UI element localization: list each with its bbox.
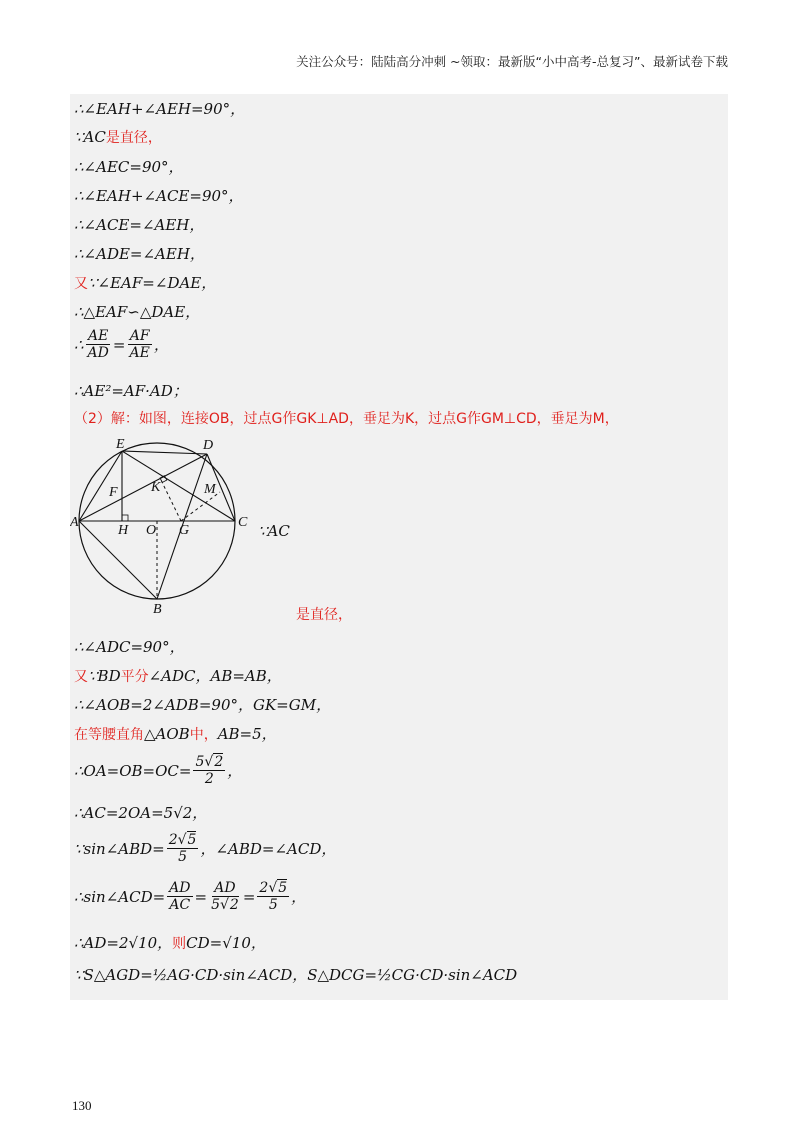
proof-line-14: ∴∠ADC=90°，: [74, 638, 185, 656]
proof-line-17: [74, 723, 277, 744]
proof-line-12: ∵AC: [258, 522, 290, 540]
fraction-2root5-over-5: $\frac{2√5}{5}$: [168, 832, 197, 866]
proof-line-5: ∴∠ACE=∠AEH，: [74, 216, 205, 234]
fraction-ad-over-5root2: $\frac{AD}{5√2}$: [211, 880, 239, 914]
label-c: C: [238, 515, 248, 530]
proof-line-17-zhong: 中，: [189, 726, 218, 743]
fraction-2root5-over-5-b: $\frac{2√5}{5}$: [259, 880, 288, 914]
proof-line-15-bd: ∵BD: [88, 666, 121, 685]
proof-line-21: ∴sin∠ACD= $\frac{AD}{AC}$ = $\frac{AD}{5√2}$ = $\frac{2√5}{5}$ ，: [74, 880, 307, 914]
proof-line-1: ∴∠EAH+∠AEH=90°，: [74, 100, 246, 118]
circle-geometry-figure: [70, 436, 260, 616]
proof-line-15-you: 又: [74, 668, 88, 685]
proof-line-19: ∴AC=2OA=5√2，: [74, 804, 208, 822]
proof-line-22-ze: 则: [172, 935, 187, 952]
label-g: G: [179, 523, 190, 538]
proof-line-2: [74, 127, 162, 147]
part-2-heading: （2）解：如图，连接OB，过点G作GK⊥AD，垂足为K，过点G作GM⊥CD，垂足为M，: [74, 411, 619, 427]
fraction-ad-over-ac: $\frac{AD}{AC}$: [169, 880, 191, 914]
label-k: K: [151, 480, 161, 495]
proof-line-7-math: ∵∠EAF=∠DAE，: [88, 274, 217, 292]
label-h: H: [118, 523, 129, 538]
proof-line-7: [74, 272, 216, 293]
segment-gk: [160, 478, 181, 521]
proof-line-15-bisect: 平分: [120, 668, 149, 685]
proof-line-23: ∵S△AGD=½AG·CD·sin∠ACD，S△DCG=½CG·CD·sin∠ACD: [74, 966, 518, 984]
fraction-ae-ad: $\frac{AE}{AD}$: [87, 328, 109, 362]
solution-panel: [70, 94, 728, 1000]
proof-line-16: ∴∠AOB=2∠ADB=90°，GK=GM，: [74, 696, 332, 714]
label-a: A: [70, 515, 79, 530]
proof-line-2-math: ∵AC: [74, 128, 106, 146]
proof-line-7-you: 又: [74, 275, 88, 292]
proof-line-22: [74, 932, 266, 953]
label-m: M: [204, 482, 216, 497]
fraction-5root2-over-2: $\frac{5√2}{2}$: [195, 754, 224, 788]
proof-line-4: ∴∠EAH+∠ACE=90°，: [74, 187, 244, 205]
label-d: D: [203, 438, 214, 453]
segment-ec: [122, 451, 235, 521]
proof-line-20: ∵sin∠ABD= $\frac{2√5}{5}$ ，∠ABD=∠ACD，: [74, 832, 337, 866]
proof-line-17-ab: AB=5，: [217, 725, 277, 743]
label-o: O: [146, 523, 157, 538]
proof-line-17-tri: △AOB: [144, 724, 190, 743]
proof-line-9: ∴ $\frac{AE}{AD}$ = $\frac{AF}{AE}$ ，: [74, 328, 169, 362]
page-number: 130: [72, 1098, 92, 1113]
proof-line-18: ∴OA=OB=OC= $\frac{5√2}{2}$ ，: [74, 754, 243, 788]
label-e: E: [116, 437, 125, 452]
label-f: F: [109, 485, 118, 500]
proof-line-10: ∴AE²=AF·AD；: [74, 382, 188, 400]
right-angle-h: [122, 515, 128, 521]
proof-line-3: ∴∠AEC=90°，: [74, 158, 184, 176]
proof-line-17-text: 在等腰直角: [74, 726, 144, 743]
proof-line-15: [74, 665, 282, 686]
proof-line-2-text: 是直径，: [105, 130, 162, 146]
header-banner: 关注公众号：陆陆高分冲刺 ~领取：最新版“小中高考-总复习”、最新试卷下载: [296, 54, 728, 69]
proof-line-8: ∴△EAF∽△DAE，: [74, 303, 201, 321]
proof-line-6: ∴∠ADE=∠AEH，: [74, 245, 205, 263]
proof-line-13: 是直径，: [296, 607, 352, 623]
proof-line-15-rest: ∠ADC，AB=AB，: [148, 667, 282, 685]
proof-line-22-cd: CD=√10，: [186, 934, 266, 952]
label-b: B: [153, 602, 162, 616]
proof-line-22-ad: ∴AD=2√10，: [74, 934, 173, 952]
fraction-af-ae: $\frac{AF}{AE}$: [129, 328, 150, 362]
